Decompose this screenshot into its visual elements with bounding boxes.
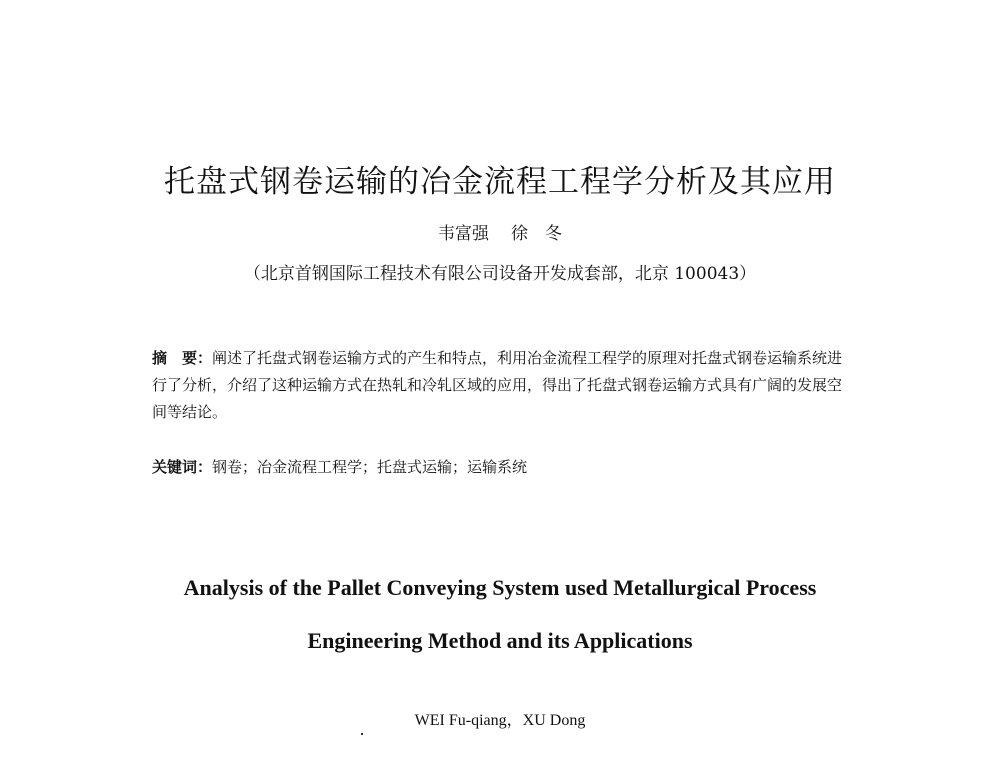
keywords-label: 关键词：	[152, 458, 213, 476]
english-title-line-2: Engineering Method and its Applications	[307, 628, 693, 653]
keywords-text: 钢卷；冶金流程工程学；托盘式运输；运输系统	[212, 458, 528, 476]
chinese-title: 托盘式钢卷运输的冶金流程工程学分析及其应用	[164, 164, 836, 200]
author-1: 韦富强	[438, 224, 489, 244]
scan-speck	[361, 733, 363, 735]
abstract-label: 摘 要：	[152, 349, 213, 367]
chinese-authors	[0, 219, 1000, 244]
abstract-text: 阐述了托盘式钢卷运输方式的产生和特点，利用冶金流程工程学的原理对托盘式钢卷运输系统进行了分析，介绍了这种运输方式在热轧和冷轧区域的应用，得出了托盘式钢卷运输方式具有广阔的发展空间等结论。	[152, 349, 843, 421]
chinese-affiliation: （北京首钢国际工程技术有限公司设备开发成套部，北京 100043）	[243, 264, 757, 284]
author-2: 徐 冬	[511, 224, 562, 244]
keywords	[152, 454, 852, 481]
english-title-line-1: Analysis of the Pallet Conveying System used Metallurgical Process	[183, 575, 817, 600]
abstract	[152, 345, 852, 426]
english-authors: WEI Fu-qiang，XU Dong	[414, 712, 586, 729]
